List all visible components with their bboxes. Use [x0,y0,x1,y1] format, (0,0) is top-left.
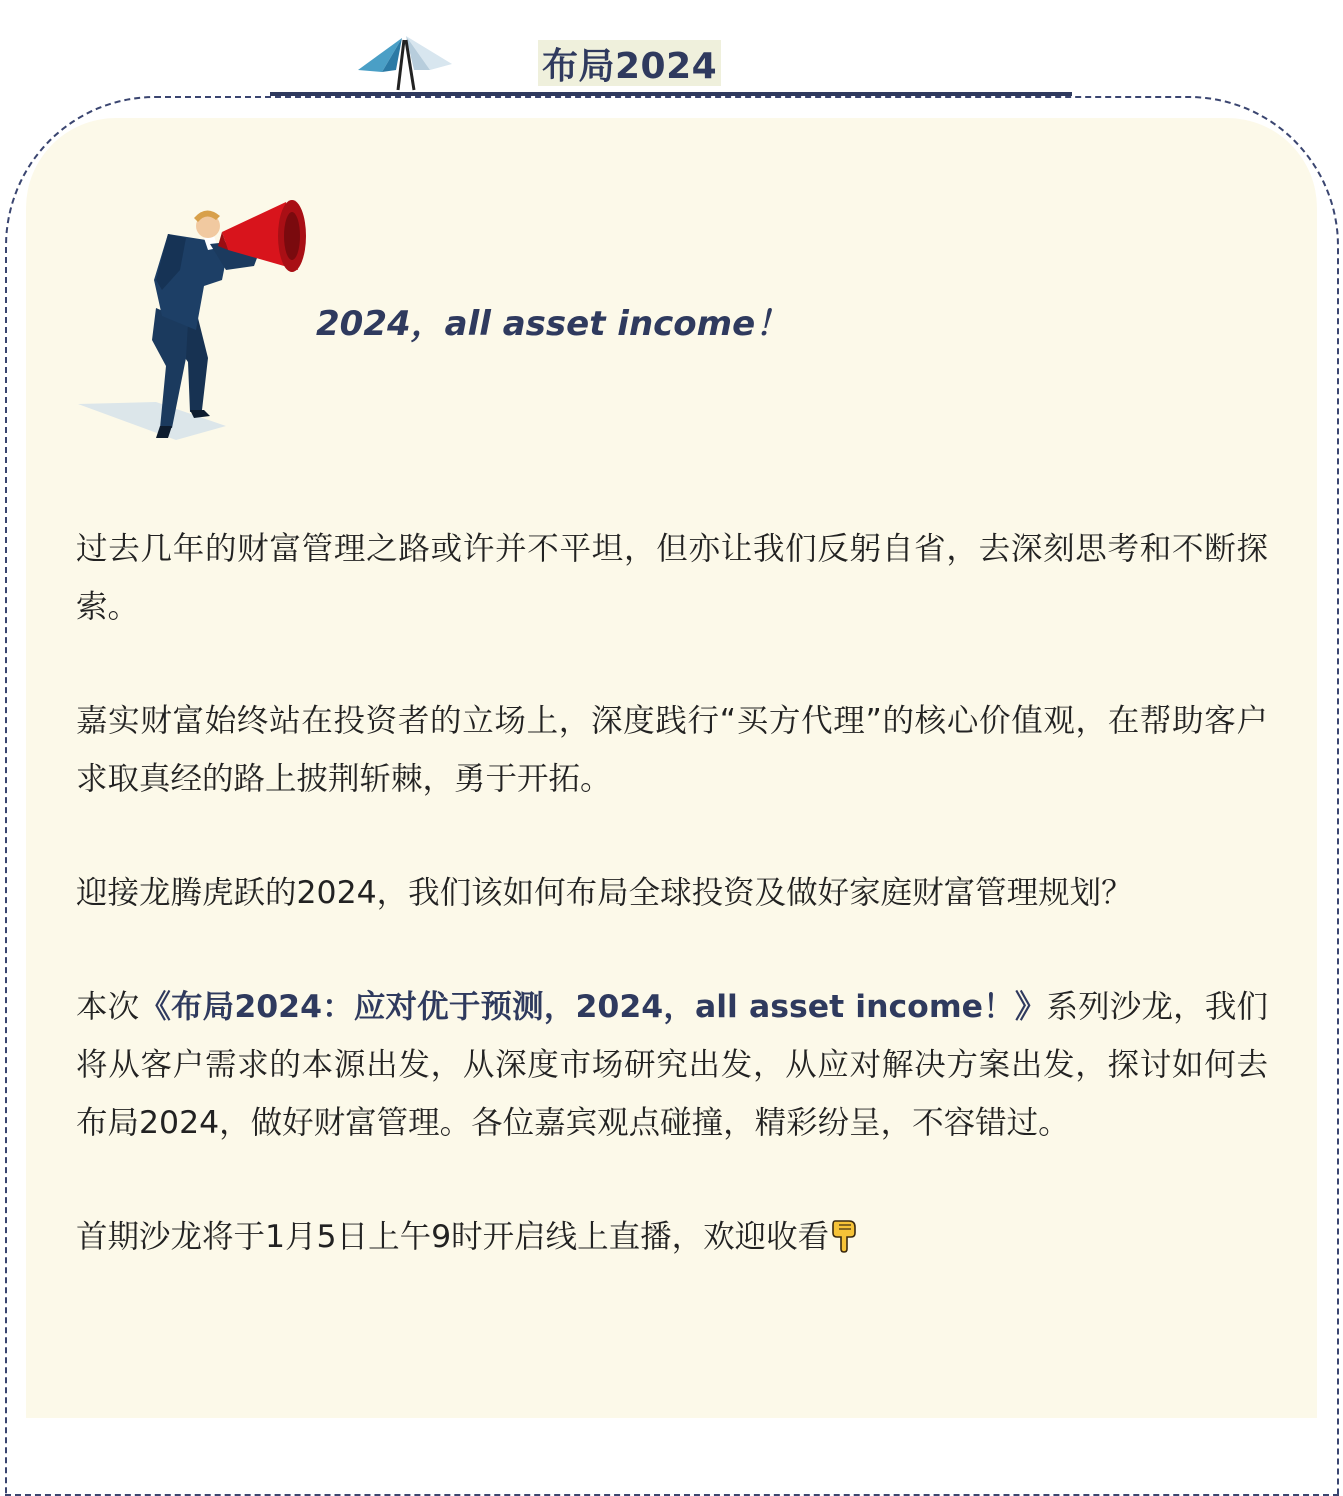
salon-series-title: 《布局2024：应对优于预测，2024，all asset income！》 [139,989,1047,1025]
paragraph-1: 过去几年的财富管理之路或许并不平坦，但亦让我们反躬自省，去深刻思考和不断探索。 [76,531,1268,625]
paragraph-3: 迎接龙腾虎跃的2024，我们该如何布局全球投资及做好家庭财富管理规划？ [76,875,1133,911]
flag-icon [352,30,456,92]
paragraph-4-prefix: 本次 [76,989,140,1025]
paragraph-4-suffix: 系列沙龙，我们将从客户需求的本源出发，从深度市场研究出发，从应对解决方案出发，探讨如何去布局2024，做好财富管理。各位嘉宾观点碰撞，精彩纷呈，不容错过。 [76,989,1268,1141]
paragraph-4 [76,978,1268,1152]
paragraph-2: 嘉实财富始终站在投资者的立场上，深度践行“买方代理”的核心价值观，在帮助客户求取真经的路上披荆斩棘，勇于开拓。 [76,703,1268,797]
pointing-down-hand-icon [829,1217,859,1253]
article-body [76,520,1268,1322]
livestream-notice: 首期沙龙将于1月5日上午9时开启线上直播，欢迎收看 [76,1219,830,1255]
paragraph-5 [76,1208,1268,1266]
megaphone-man-illustration [76,190,322,446]
title-highlight [538,40,721,86]
page-title: 布局2024 [542,45,718,87]
header [0,0,1343,100]
tagline: 2024，all asset income！ [316,304,790,344]
